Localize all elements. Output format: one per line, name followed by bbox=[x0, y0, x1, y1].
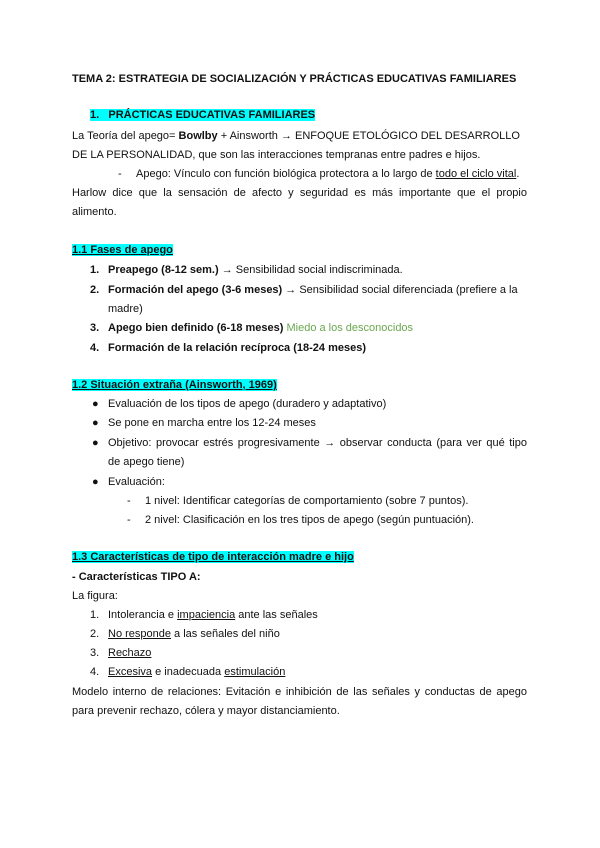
section-1-1-title: 1.1 Fases de apego bbox=[72, 244, 173, 256]
phase-2-desc: → Sensibilidad social diferenciada (prefiere a la bbox=[282, 284, 518, 296]
evaluacion-sub-2: 2 nivel: Clasificación en los tres tipos de apego (según puntuación). bbox=[145, 514, 474, 526]
section-1-heading bbox=[90, 108, 315, 122]
phase-4-number: 4. bbox=[90, 342, 100, 354]
sub-dash-2: - bbox=[127, 514, 131, 526]
figura-1-underlined: impaciencia bbox=[177, 609, 236, 621]
bullet-2: ● bbox=[92, 417, 99, 429]
bullet-1: ● bbox=[92, 398, 99, 410]
section-1-2-heading bbox=[72, 378, 277, 392]
phase-2 bbox=[108, 283, 518, 297]
section-1-number: 1. bbox=[90, 109, 100, 121]
bullet-3: ● bbox=[92, 437, 99, 449]
figura-item-4 bbox=[108, 665, 285, 679]
harlow-line2: alimento. bbox=[72, 206, 117, 218]
situacion-item-4: Evaluación: bbox=[108, 476, 165, 488]
phase-1-number: 1. bbox=[90, 264, 100, 276]
page-title: TEMA 2: ESTRATEGIA DE SOCIALIZACIÓN Y PRÁCTICAS EDUCATIVAS FAMILIARES bbox=[72, 73, 517, 85]
figura-2-end: a las señales del niño bbox=[171, 628, 280, 640]
modelo-line2: para prevenir rechazo, cólera y mayor distanciamiento. bbox=[72, 705, 340, 717]
situacion-item-2: Se pone en marcha entre los 12-24 meses bbox=[108, 417, 316, 429]
figura-2-underlined: No responde bbox=[108, 628, 171, 640]
bullet-4: ● bbox=[92, 476, 99, 488]
apego-definition bbox=[136, 167, 519, 181]
phase-3 bbox=[108, 321, 413, 335]
figura-label: La figura: bbox=[72, 590, 118, 602]
figura-1-number: 1. bbox=[90, 609, 100, 621]
paragraph-teoria bbox=[72, 129, 520, 143]
phase-3-title: Apego bien definido (6-18 meses) bbox=[108, 322, 284, 334]
figura-item-2 bbox=[108, 627, 280, 641]
phase-2-cont: madre) bbox=[108, 303, 143, 315]
figura-4-middle: e inadecuada bbox=[152, 666, 225, 678]
section-1-title: PRÁCTICAS EDUCATIVAS FAMILIARES bbox=[108, 109, 316, 121]
teoria-text-end: + Ainsworth → ENFOQUE ETOLÓGICO DEL DESARROLLO bbox=[217, 130, 520, 142]
phase-3-note: Miedo a los desconocidos bbox=[283, 322, 414, 334]
phase-1-desc: → Sensibilidad social indiscriminada. bbox=[218, 264, 403, 276]
tipo-a-heading: - Características TIPO A: bbox=[72, 571, 201, 583]
figura-4-number: 4. bbox=[90, 666, 100, 678]
section-1-3-heading bbox=[72, 550, 354, 564]
apego-text: Apego: Vínculo con función biológica protectora a lo largo de bbox=[136, 168, 436, 180]
figura-2-number: 2. bbox=[90, 628, 100, 640]
situacion-item-1: Evaluación de los tipos de apego (duradero y adaptativo) bbox=[108, 398, 387, 410]
situacion-item-3: Objetivo: provocar estrés progresivamente → observar conducta (para ver qué tipo bbox=[108, 437, 527, 449]
bowlby-text: Bowlby bbox=[178, 130, 218, 142]
teoria-text: La Teoría del apego= bbox=[72, 130, 179, 142]
figura-1-end: ante las señales bbox=[235, 609, 318, 621]
figura-4-underlined: Excesiva bbox=[108, 666, 153, 678]
figura-3-number: 3. bbox=[90, 647, 100, 659]
section-1-1-heading bbox=[72, 243, 173, 257]
phase-3-number: 3. bbox=[90, 322, 100, 334]
phase-1 bbox=[108, 263, 403, 277]
section-1-gap bbox=[99, 109, 108, 121]
apego-underlined: todo el ciclo vital bbox=[435, 168, 517, 180]
dash-marker: - bbox=[118, 168, 122, 180]
phase-2-title: Formación del apego (3-6 meses) bbox=[108, 284, 283, 296]
figura-1-text: Intolerancia e bbox=[108, 609, 178, 621]
figura-4-underlined-2: estimulación bbox=[224, 666, 286, 678]
paragraph-teoria-line2: DE LA PERSONALIDAD, que son las interacciones tempranas entre padres e hijos. bbox=[72, 149, 481, 161]
harlow-line1: Harlow dice que la sensación de afecto y seguridad es más importante que el propio bbox=[72, 187, 527, 199]
apego-period: . bbox=[516, 168, 520, 180]
figura-item-3: Rechazo bbox=[108, 647, 152, 659]
modelo-line1: Modelo interno de relaciones: Evitación e inhibición de las señales y conductas de apego bbox=[72, 686, 527, 698]
section-1-3-title: 1.3 Características de tipo de interacción madre e hijo bbox=[72, 551, 354, 563]
phase-4-title: Formación de la relación recíproca (18-24 meses) bbox=[108, 342, 367, 354]
figura-item-1 bbox=[108, 608, 318, 622]
phase-1-title: Preapego (8-12 sem.) bbox=[108, 264, 219, 276]
sub-dash-1: - bbox=[127, 495, 131, 507]
section-1-2-title: 1.2 Situación extraña (Ainsworth, 1969) bbox=[72, 379, 277, 391]
situacion-item-3-cont: de apego tiene) bbox=[108, 456, 185, 468]
evaluacion-sub-1: 1 nivel: Identificar categorías de comportamiento (sobre 7 puntos). bbox=[145, 495, 469, 507]
phase-2-number: 2. bbox=[90, 284, 100, 296]
